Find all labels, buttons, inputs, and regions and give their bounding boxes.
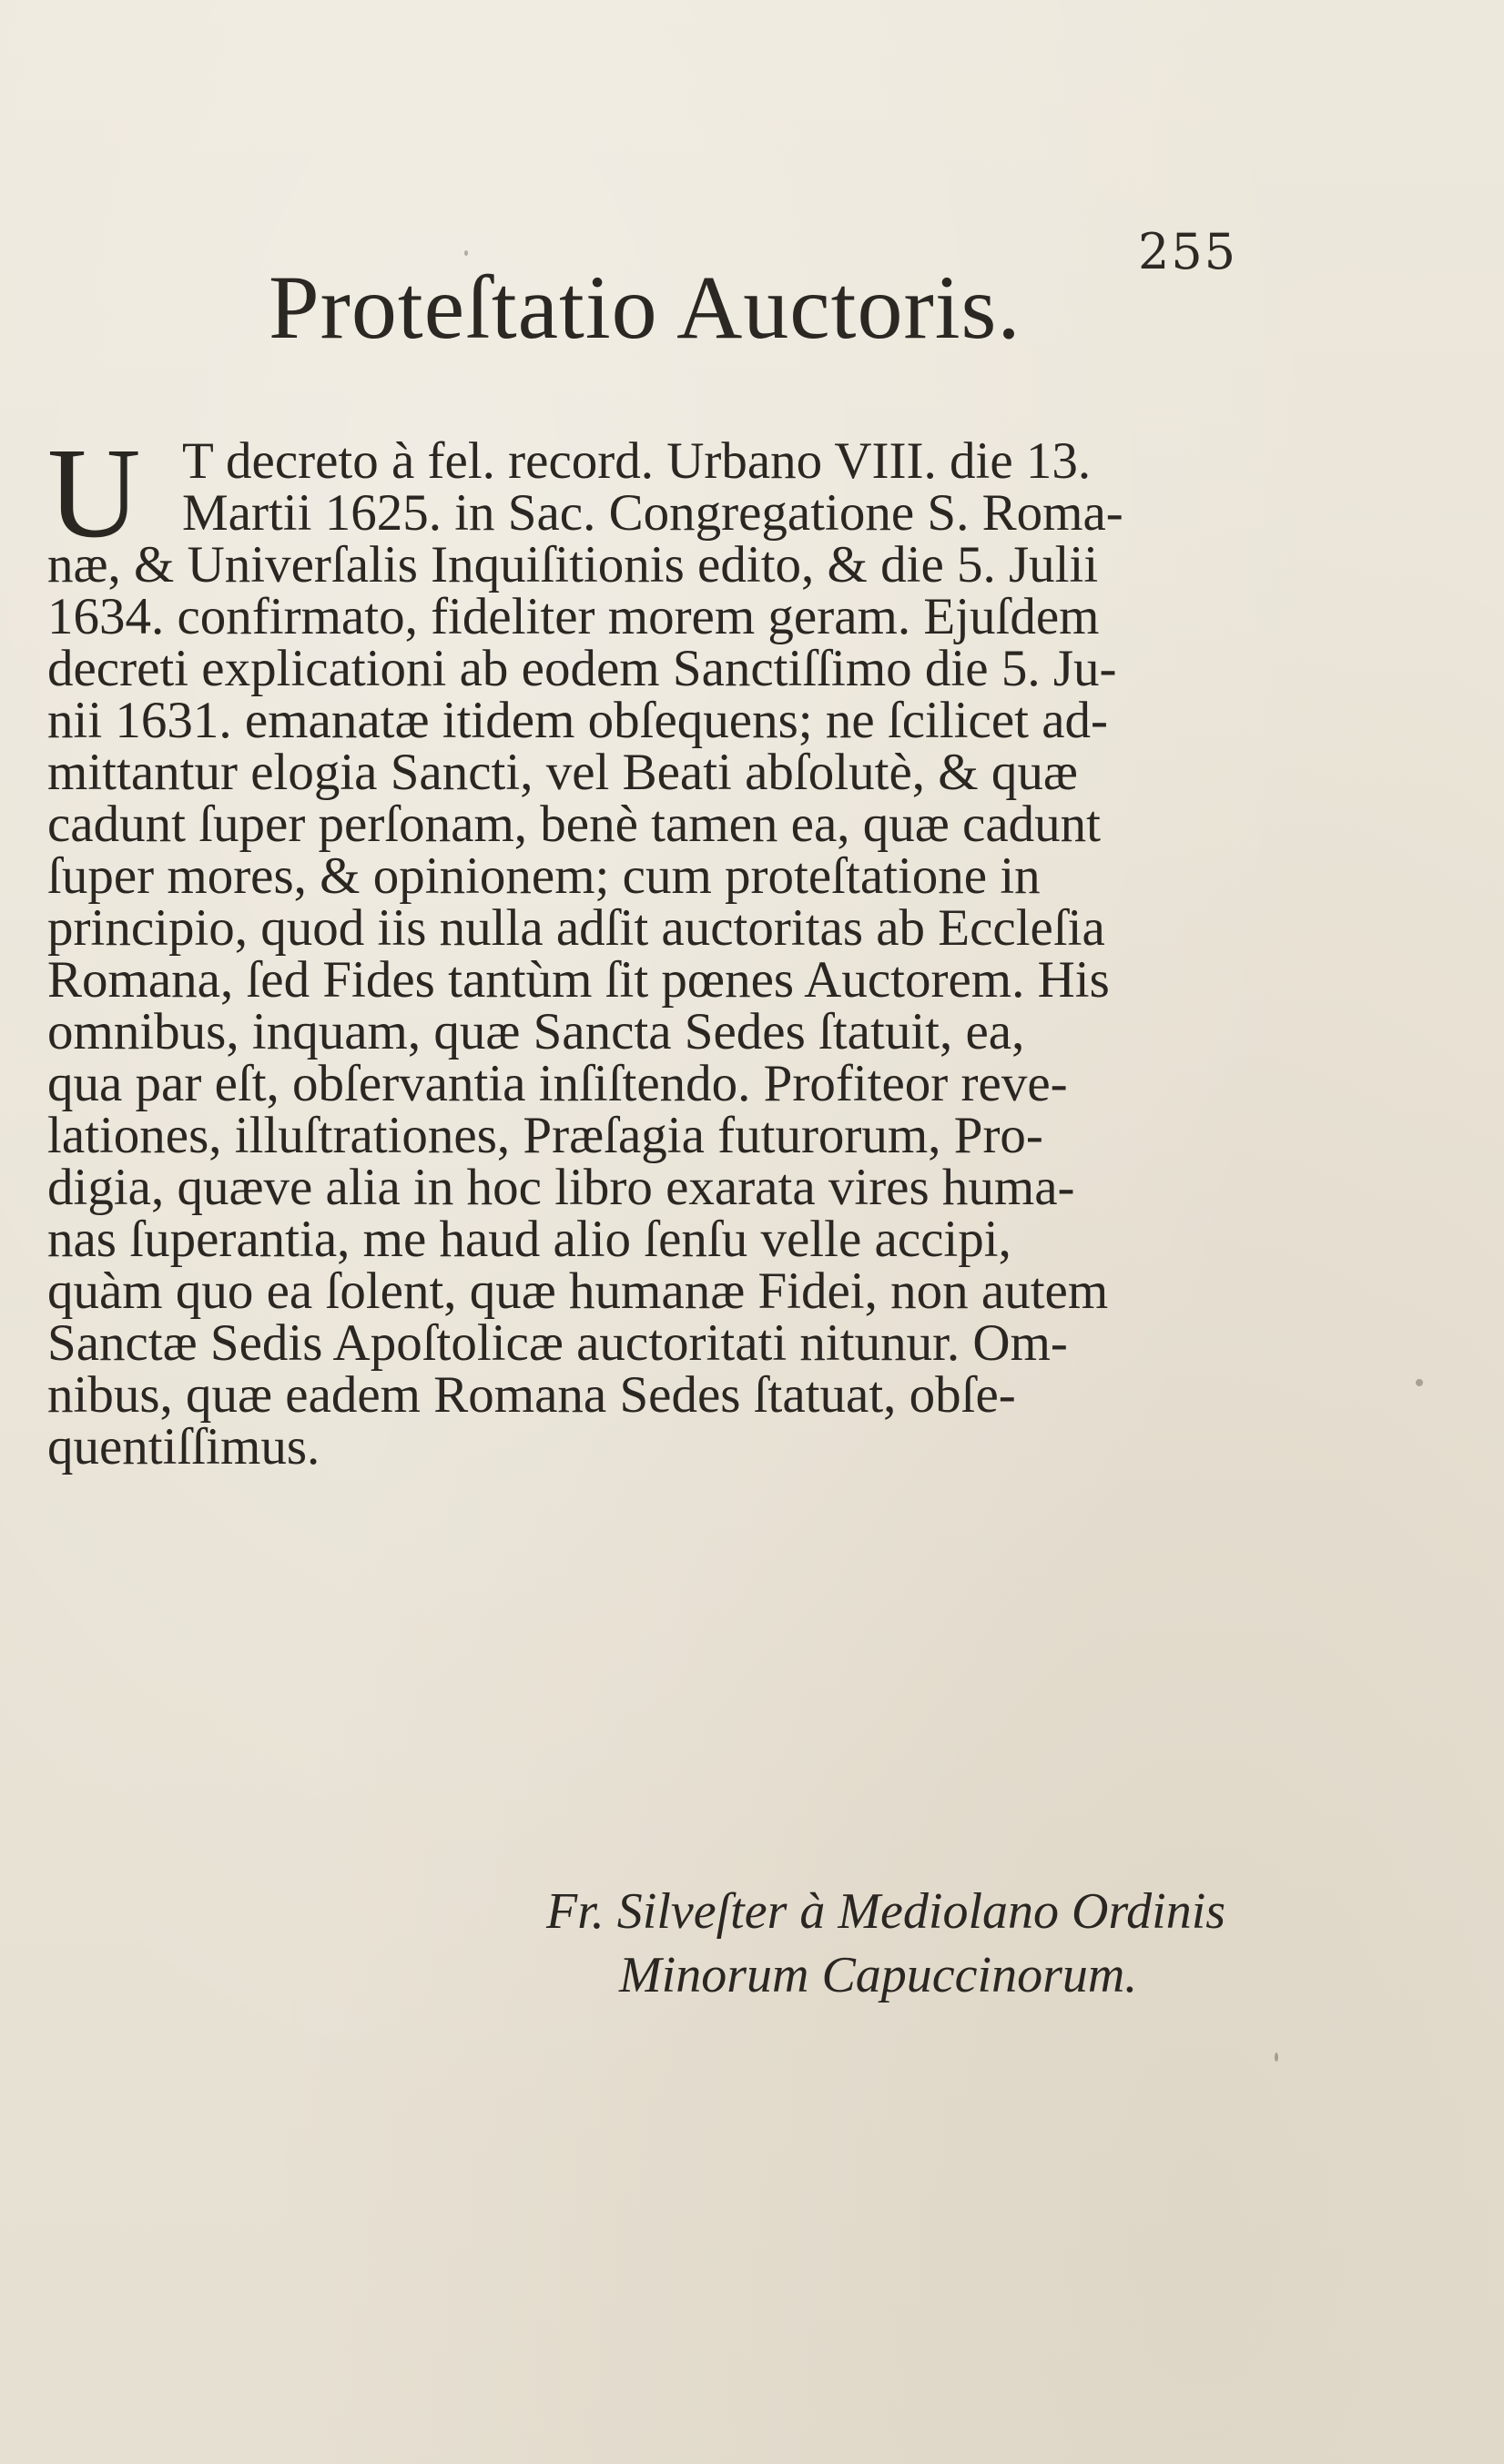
drop-capital: U (47, 421, 141, 564)
text-line: nii 1631. emanatæ itidem obſequens; ne ſcilicet ad- (47, 692, 1109, 749)
text-line: mittantur elogia Sancti, vel Beati abſolutè, & quæ (47, 744, 1078, 801)
page-title: Proteſtatio Auctoris. (269, 257, 1021, 358)
text-line: quentiſſimus. (47, 1418, 320, 1475)
signature (546, 1880, 1225, 2007)
text-line: 1634. confirmato, fideliter morem geram. Ejuſdem (47, 588, 1100, 645)
text-line: T decreto à fel. record. Urbano VIII. die 13. (182, 432, 1092, 490)
text-line: nibus, quæ eadem Romana Sedes ſtatuat, obſe- (47, 1366, 1016, 1424)
text-line: qua par eſt, obſervantia inſiſtendo. Profiteor reve- (47, 1055, 1068, 1112)
paper-speck (1416, 1379, 1423, 1386)
text-line: Martii 1625. in Sac. Congregatione S. Roma- (182, 484, 1123, 542)
page-number: 255 (1138, 223, 1238, 280)
text-line: Romana, ſed Fides tantùm ſit pœnes Auctorem. His (47, 951, 1110, 1009)
text-line: quàm quo ea ſolent, quæ humanæ Fidei, non autem (47, 1262, 1109, 1320)
text-line: cadunt ſuper perſonam, benè tamen ea, quæ cadunt (47, 796, 1101, 853)
text-line: omnibus, inquam, quæ Sancta Sedes ſtatuit, ea, (47, 1003, 1025, 1060)
text-line: decreti explicationi ab eodem Sanctiſſimo die 5. Ju- (47, 640, 1117, 697)
text-line: digia, quæve alia in hoc libro exarata vires huma- (47, 1159, 1075, 1216)
text-line: næ, & Univerſalis Inquiſitionis edito, & die 5. Julii (47, 536, 1099, 593)
text-line: lationes, illuſtrationes, Præſagia futurorum, Pro- (47, 1107, 1043, 1164)
body-text (47, 432, 1322, 1475)
signature-line: Fr. Silveſter à Mediolano Ordinis (546, 1883, 1226, 1940)
text-line: ſuper mores, & opinionem; cum proteſtatione in (47, 847, 1041, 905)
text-line: principio, quod iis nulla adſit auctoritas ab Eccleſia (47, 899, 1105, 957)
text-line: Sanctæ Sedis Apoſtolicæ auctoritati nitunur. Om- (47, 1314, 1068, 1372)
signature-line: Minorum Capuccinorum. (619, 1947, 1138, 2003)
paper-speck (1275, 2053, 1278, 2062)
text-line: nas ſuperantia, me haud alio ſenſu velle accipi, (47, 1211, 1011, 1268)
paper-speck (464, 250, 468, 256)
